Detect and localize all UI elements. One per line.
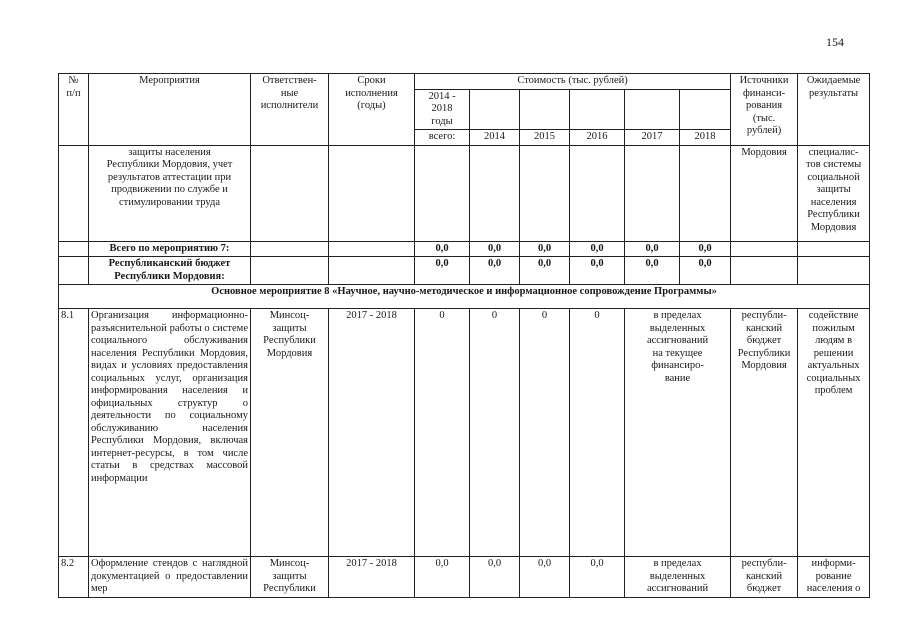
row-value: 0,0 <box>520 557 570 598</box>
row-value: 0,0 <box>415 557 470 598</box>
total-label: Всего по мероприятию 7: <box>89 241 251 257</box>
row-event: Организация информационно-разъяснительной работы о системе социального обслуживания населения Республики Мордовия, видах и условиях предоставления социальных услуг, организация информирования населения и официальных структур о деятельности по социальному обслуживанию населения Республики Мордовия, включая интернет-ресурсы, в том числе статьи в средствах массовой информации <box>89 309 251 557</box>
program-table <box>58 73 870 598</box>
row-responsible: Минсоц- защиты Республики <box>251 557 329 598</box>
row-financing-note: в пределах выделенных ассигнований <box>625 557 731 598</box>
total-value: 0,0 <box>470 241 520 257</box>
section-row <box>59 285 870 309</box>
budget-value: 0,0 <box>415 257 470 285</box>
header-cost: Стоимость (тыс. рублей) <box>415 74 731 90</box>
row-source: республи- канский бюджет <box>731 557 798 598</box>
continuation-event: защиты населения Республики Мордовия, учет результатов аттестации при продвижении по службе и стимулировании труда <box>89 145 251 241</box>
budget-label: Республиканский бюджет Республики Мордовия: <box>89 257 251 285</box>
continuation-source: Мордовия <box>731 145 798 241</box>
row-num: 8.2 <box>59 557 89 598</box>
total-value: 0,0 <box>625 241 680 257</box>
row-value: 0,0 <box>470 557 520 598</box>
continuation-row <box>59 145 870 241</box>
header-year: 2017 <box>625 130 680 146</box>
section-title: Основное мероприятие 8 «Научное, научно-методическое и информационное сопровождение Программы» <box>59 285 870 309</box>
budget-value: 0,0 <box>570 257 625 285</box>
header-responsible: Ответствен- ные исполнители <box>251 74 329 146</box>
header-year: 2018 <box>680 130 731 146</box>
budget-value: 0,0 <box>680 257 731 285</box>
header-results: Ожидаемые результаты <box>798 74 870 146</box>
header-num: № п/п <box>59 74 89 146</box>
total-value: 0,0 <box>520 241 570 257</box>
row-value: 0 <box>470 309 520 557</box>
row-terms: 2017 - 2018 <box>329 309 415 557</box>
total-value: 0,0 <box>680 241 731 257</box>
table-row <box>59 557 870 598</box>
continuation-result: специалис- тов системы социальной защиты населения Республики Мордовия <box>798 145 870 241</box>
header-year: 2014 <box>470 130 520 146</box>
row-terms: 2017 - 2018 <box>329 557 415 598</box>
header-row-1 <box>59 74 870 90</box>
row-result: содействие пожилым людям в решении актуальных социальных проблем <box>798 309 870 557</box>
row-value: 0,0 <box>570 557 625 598</box>
budget-value: 0,0 <box>470 257 520 285</box>
row-event: Оформление стендов с наглядной документацией о предоставлении мер <box>89 557 251 598</box>
header-year: 2016 <box>570 130 625 146</box>
row-result: информи- рование населения о <box>798 557 870 598</box>
total-row <box>59 241 870 257</box>
row-num: 8.1 <box>59 309 89 557</box>
header-event: Мероприятия <box>89 74 251 146</box>
row-responsible: Минсоц- защиты Республики Мордовия <box>251 309 329 557</box>
budget-row <box>59 257 870 285</box>
header-terms: Сроки исполнения (годы) <box>329 74 415 146</box>
table-row <box>59 309 870 557</box>
header-sources: Источники финанси- рования (тыс. рублей) <box>731 74 798 146</box>
row-value: 0 <box>570 309 625 557</box>
budget-value: 0,0 <box>625 257 680 285</box>
header-total: всего: <box>415 130 470 146</box>
row-source: республи- канский бюджет Республики Мордовия <box>731 309 798 557</box>
total-value: 0,0 <box>570 241 625 257</box>
header-period: 2014 - 2018 годы <box>415 89 470 130</box>
total-value: 0,0 <box>415 241 470 257</box>
row-financing-note: в пределах выделенных ассигнований на текущее финансиро- вание <box>625 309 731 557</box>
page-number: 154 <box>826 35 844 49</box>
budget-value: 0,0 <box>520 257 570 285</box>
row-value: 0 <box>415 309 470 557</box>
row-value: 0 <box>520 309 570 557</box>
header-year: 2015 <box>520 130 570 146</box>
